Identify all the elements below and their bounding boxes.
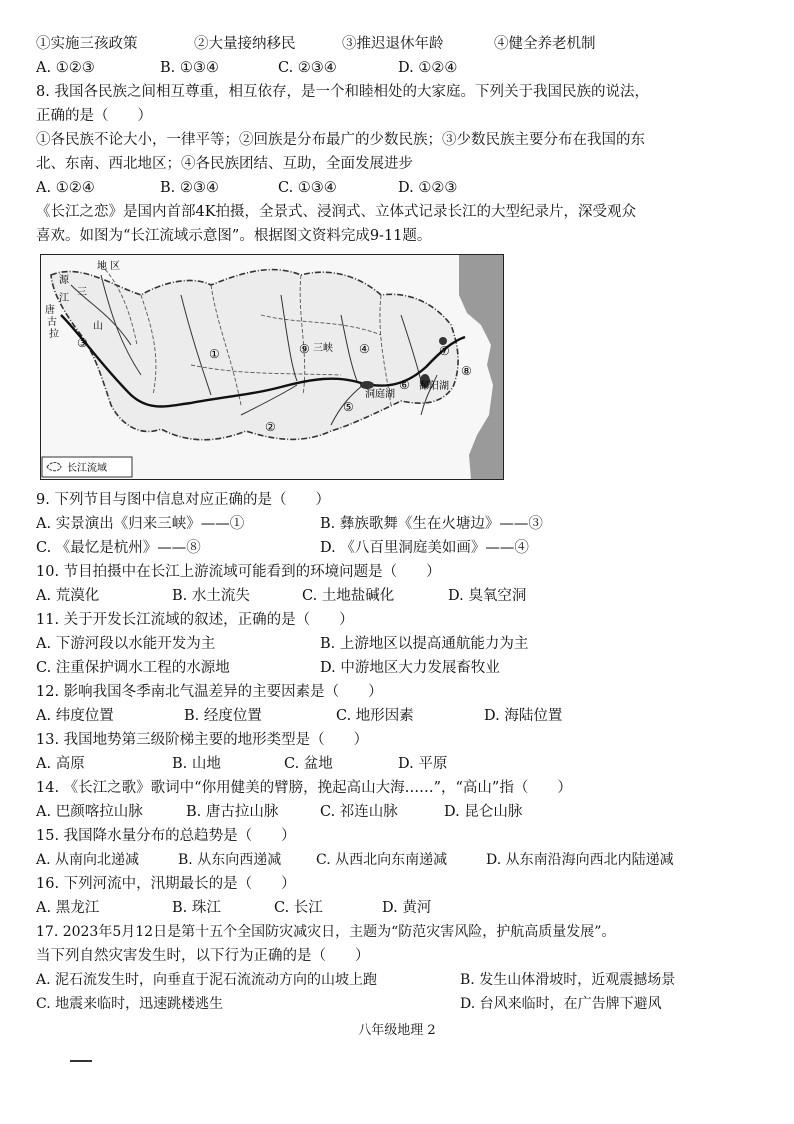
q9-choice-d: D. 《八百里洞庭美如画》——④ [320,540,529,556]
map-label-yuan: 源 [59,275,69,286]
map-label-dongtinghu: 洞庭湖 [365,389,395,400]
q7-option-2: ②大量接纳移民 [194,36,296,52]
q15-choice-d: D. 从东南沿海向西北内陆递减 [486,852,674,868]
q14-choice-c: C. 祁连山脉 [320,804,398,820]
q10-stem: 10. 节目拍摄中在长江上游流域可能看到的环境问题是（ ） [36,564,441,580]
q9-choice-b: B. 彝族歌舞《生在火塘边》——③ [320,516,543,532]
map-label-4: ④ [359,342,370,356]
map-label-8: ⑧ [461,364,472,378]
map-label-san: 三 [77,287,87,298]
q17-stem-line2: 当下列自然灾害发生时，以下行为正确的是（ ） [36,948,370,964]
map-label-6: ⑥ [399,378,410,392]
map-label-la: 拉 [49,329,59,340]
dongting-lake [360,381,374,389]
q12-choice-d: D. 海陆位置 [484,708,563,724]
q8-body-line2: 北、东南、西北地区；④各民族团结、互助，全面发展进步 [36,156,413,172]
map-label-3: ③ [77,336,88,350]
q8-choice-d: D. ①②③ [398,180,458,196]
page-footer: 八年级地理 2 [358,1023,436,1038]
q7-option-3: ③推迟退休年龄 [342,36,444,52]
q16-choice-d: D. 黄河 [382,900,432,916]
map-label-2: ② [265,420,276,434]
q7-choice-c: C. ②③④ [278,60,337,76]
page-dash-mark [70,1060,92,1062]
q11-choice-d: D. 中游地区大力发展畜牧业 [320,660,500,676]
q10-choice-d: D. 臭氧空洞 [448,588,527,604]
map-label-gu: 古 [47,317,57,328]
q16-choice-c: C. 长江 [274,900,323,916]
q10-choice-b: B. 水土流失 [172,588,250,604]
map-label-sanxia: 三峡 [313,343,333,354]
q15-choice-c: C. 从西北向东南递减 [316,852,448,868]
basin-boundary [51,270,458,440]
q9-choice-a: A. 实景演出《归来三峡》——① [36,516,245,532]
map-label-shan: 山 [93,321,103,332]
q7-option-4: ④健全养老机制 [494,36,596,52]
q16-choice-b: B. 珠江 [172,900,221,916]
q15-choice-a: A. 从南向北递减 [36,852,140,868]
q15-stem: 15. 我国降水量分布的总趋势是（ ） [36,828,296,844]
q11-choice-c: C. 注重保护调水工程的水源地 [36,660,230,676]
q13-choice-d: D. 平原 [398,756,448,772]
q14-stem: 14. 《长江之歌》歌词中“你用健美的臂膀，挽起高山大海……”，“高山”指（ ） [36,780,572,796]
q7-choice-a: A. ①②③ [36,60,95,76]
q9-stem: 9. 下列节目与图中信息对应正确的是（ ） [36,492,330,508]
q13-choice-a: A. 高原 [36,756,85,772]
q8-choice-b: B. ②③④ [160,180,219,196]
map-label-poyanghu: 鄱阳湖 [419,381,449,392]
q8-choice-a: A. ①②④ [36,180,95,196]
q12-choice-b: B. 经度位置 [184,708,262,724]
yangtze-basin-map [40,254,504,480]
intro-line1: 《长江之恋》是国内首部4K拍摄，全景式、浸润式、立体式记录长江的大型纪录片，深受观众 [36,204,637,220]
q10-choice-c: C. 土地盐碱化 [302,588,395,604]
map-label-jiang: 江 [59,293,69,304]
q13-choice-c: C. 盆地 [284,756,333,772]
map-label-9: ⑨ [299,342,310,356]
q16-stem: 16. 下列河流中，汛期最长的是（ ） [36,876,296,892]
q13-choice-b: B. 山地 [172,756,221,772]
q13-stem: 13. 我国地势第三级阶梯主要的地形类型是（ ） [36,732,369,748]
q16-choice-a: A. 黑龙江 [36,900,100,916]
map-label-7: ⑦ [439,344,450,358]
q11-choice-a: A. 下游河段以水能开发为主 [36,636,216,652]
q17-choice-c: C. 地震来临时，迅速跳楼逃生 [36,996,224,1012]
q14-choice-a: A. 巴颜喀拉山脉 [36,804,143,820]
q7-choice-d: D. ①②④ [398,60,458,76]
intro-line2: 喜欢。如图为“长江流域示意图”。根据图文资料完成9-11题。 [36,228,432,244]
q8-stem-line1: 8. 我国各民族之间相互尊重，相互依存，是一个和睦相处的大家庭。下列关于我国民族的说法， [36,84,649,100]
q17-choice-a: A. 泥石流发生时，向垂直于泥石流流动方向的山坡上跑 [36,972,378,988]
q11-stem: 11. 关于开发长江流域的叙述，正确的是（ ） [36,612,354,628]
q12-stem: 12. 影响我国冬季南北气温差异的主要因素是（ ） [36,684,383,700]
map-label-1: ① [209,347,220,361]
map-label-diqu: 地 区 [97,261,121,272]
q10-choice-a: A. 荒漠化 [36,588,100,604]
q7-option-1: ①实施三孩政策 [36,36,138,52]
q14-choice-d: D. 昆仑山脉 [444,804,523,820]
q8-body-line1: ①各民族不论大小，一律平等；②回族是分布最广的少数民族；③少数民族主要分布在我国的东 [36,132,645,148]
q17-choice-b: B. 发生山体滑坡时，近观震撼场景 [460,972,676,988]
map-label-tang: 唐 [45,305,55,316]
q17-choice-d: D. 台风来临时，在广告牌下避风 [460,996,662,1012]
q12-choice-c: C. 地形因素 [336,708,414,724]
q15-choice-b: B. 从东向西递减 [178,852,282,868]
q17-stem-line1: 17. 2023年5月12日是第十五个全国防灾减灾日，主题为“防范灾害风险，护航高质量发展”。 [36,924,616,940]
q8-stem-line2: 正确的是（ ） [36,108,152,124]
map-label-5: ⑤ [343,400,354,414]
q11-choice-b: B. 上游地区以提高通航能力为主 [320,636,529,652]
q9-choice-c: C. 《最忆是杭州》——⑧ [36,540,201,556]
map-legend-text: 长江流域 [67,463,107,474]
q8-choice-c: C. ①③④ [278,180,337,196]
q7-choice-b: B. ①③④ [160,60,219,76]
q14-choice-b: B. 唐古拉山脉 [186,804,279,820]
q12-choice-a: A. 纬度位置 [36,708,114,724]
map-svg [41,255,503,479]
